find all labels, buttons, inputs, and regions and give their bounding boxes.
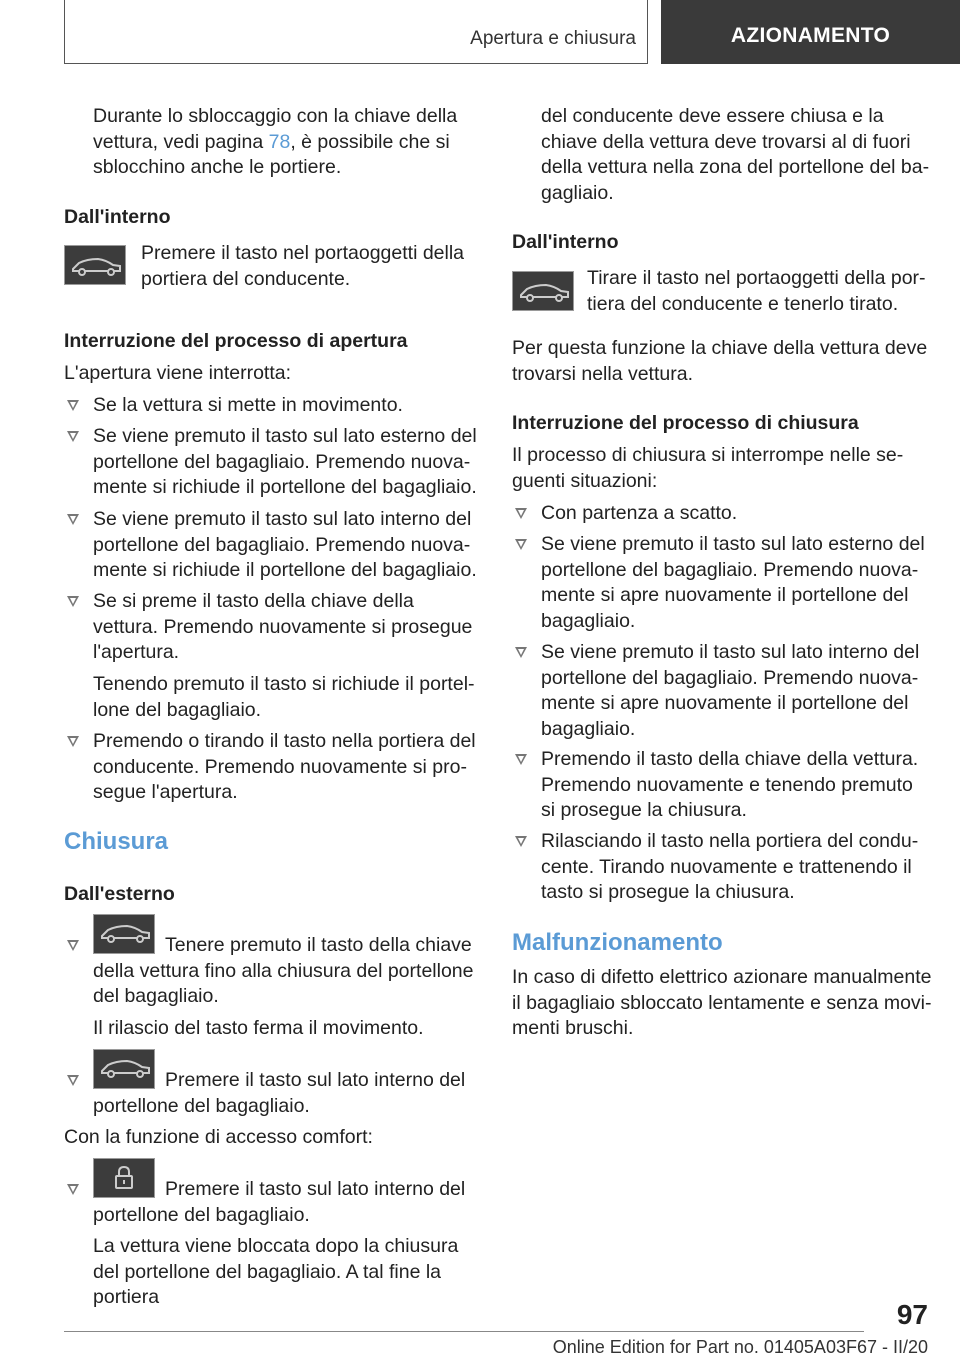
triangle-bullet-icon <box>67 736 79 747</box>
intro-paragraph: Durante lo sbloccaggio con la chiave della vettura, vedi pagina 78, è possibile che si sblocchino anche le portiere. <box>93 105 458 178</box>
list-item-extra: Tenendo premuto il tasto si richiude il portellone del bagagliaio. <box>93 673 475 721</box>
header-chapter-tab: AZIONAMENTO <box>661 0 960 64</box>
heading-dall-interno: Dall'interno <box>512 231 619 253</box>
triangle-bullet-icon <box>515 754 527 765</box>
list-item: Premere il tasto sul lato interno del portellone del bagagliaio. <box>64 1068 482 1119</box>
heading-dall-interno: Dall'interno <box>64 206 171 228</box>
list-item: Se viene premuto il tasto sul lato esterno del portellone del bagagliaio. Premendo nuovamente si apre nuovamente il portellone del bagagliaio. <box>512 532 932 634</box>
list-item: Se la vettura si mette in movimento. <box>64 393 482 419</box>
list-item: Se viene premuto il tasto sul lato interno del portellone del bagagliaio. Premendo nuovamente si apre nuovamente il portellone del bagagliaio. <box>512 640 932 742</box>
triangle-bullet-icon <box>67 1075 79 1086</box>
car-tailgate-icon <box>93 914 155 954</box>
triangle-bullet-icon <box>67 431 79 442</box>
list-item: Rilasciando il tasto nella portiera del conducente. Tirando nuovamente e trattenendo il tasto si prosegue la chiusura. <box>512 829 932 906</box>
list-item: Se si preme il tasto della chiave della vettura. Premendo nuovamente si prosegue l'apertura. <box>64 589 482 666</box>
icon1-text: Premere il tasto nel portaoggetti della portiera del conducente. <box>141 242 465 290</box>
paragraph-funzione: Per questa funzione la chiave della vettura deve trovarsi nella vettura. <box>512 337 928 385</box>
list-item: Premere il tasto sul lato interno del portellone del bagagliaio. <box>64 1177 482 1228</box>
paragraph-interrotta: L'apertura viene interrotta: <box>64 362 292 384</box>
heading-dall-esterno: Dall'esterno <box>64 883 175 905</box>
header-section-title: Apertura e chiusura <box>470 28 636 49</box>
continued-paragraph: del conducente deve essere chiusa e la chiave della vettura deve trovarsi al di fuori della vettura nella zona del portellone del bagagliaio. <box>541 105 930 204</box>
triangle-bullet-icon <box>515 836 527 847</box>
triangle-bullet-icon <box>67 596 79 607</box>
list-item: Se viene premuto il tasto sul lato esterno del portellone del bagagliaio. Premendo nuovamente si richiude il portellone del bagagliaio. <box>64 424 482 501</box>
paragraph-malfunzionamento: In caso di difetto elettrico azionare manualmente il bagagliaio sbloccato lentamente e senza movimenti bruschi. <box>512 966 932 1039</box>
page-number: 97 <box>896 1299 928 1330</box>
page-link[interactable]: 78 <box>268 130 291 153</box>
list-item-extra: Il rilascio del tasto ferma il movimento. <box>93 1017 424 1039</box>
edition-note: Online Edition for Part no. 01405A03F67 - II/20 <box>552 1337 928 1357</box>
car-tailgate-icon <box>93 1049 155 1089</box>
triangle-bullet-icon <box>515 647 527 658</box>
triangle-bullet-icon <box>67 400 79 411</box>
heading-interruzione-apertura: Interruzione del processo di apertura <box>64 330 408 352</box>
list-item: Premendo o tirando il tasto nella portiera del conducente. Premendo nuovamente si prosegue l'apertura. <box>64 729 482 806</box>
list-item: Con partenza a scatto. <box>512 501 932 527</box>
list-item: Premendo il tasto della chiave della vettura. Premendo nuovamente e tenendo premuto si prosegue la chiusura. <box>512 747 932 824</box>
heading-malfunzionamento: Malfunzionamento <box>512 929 723 956</box>
triangle-bullet-icon <box>67 514 79 525</box>
paragraph-interrompe: Il processo di chiusura si interrompe nelle seguenti situazioni: <box>512 444 904 492</box>
heading-interruzione-chiusura: Interruzione del processo di chiusura <box>512 412 859 434</box>
list-item: Tenere premuto il tasto della chiave della vettura fino alla chiusura del portellone del bagagliaio. <box>64 933 482 1010</box>
list-item-extra: La vettura viene bloccata dopo la chiusura del portellone del bagagliaio. A tal fine la portiera <box>93 1235 459 1308</box>
page-header <box>64 0 960 64</box>
footer-divider <box>64 1331 864 1332</box>
lock-icon <box>93 1158 155 1198</box>
paragraph-comfort: Con la funzione di accesso comfort: <box>64 1126 373 1148</box>
triangle-bullet-icon <box>67 940 79 951</box>
triangle-bullet-icon <box>67 1184 79 1195</box>
triangle-bullet-icon <box>515 508 527 519</box>
triangle-bullet-icon <box>515 539 527 550</box>
heading-chiusura: Chiusura <box>64 828 169 855</box>
icon-text: Tirare il tasto nel portaoggetti della portiera del conducente e tenerlo tirato. <box>587 267 926 315</box>
list-item: Se viene premuto il tasto sul lato interno del portellone del bagagliaio. Premendo nuovamente si richiude il portellone del bagagliaio. <box>64 507 482 584</box>
